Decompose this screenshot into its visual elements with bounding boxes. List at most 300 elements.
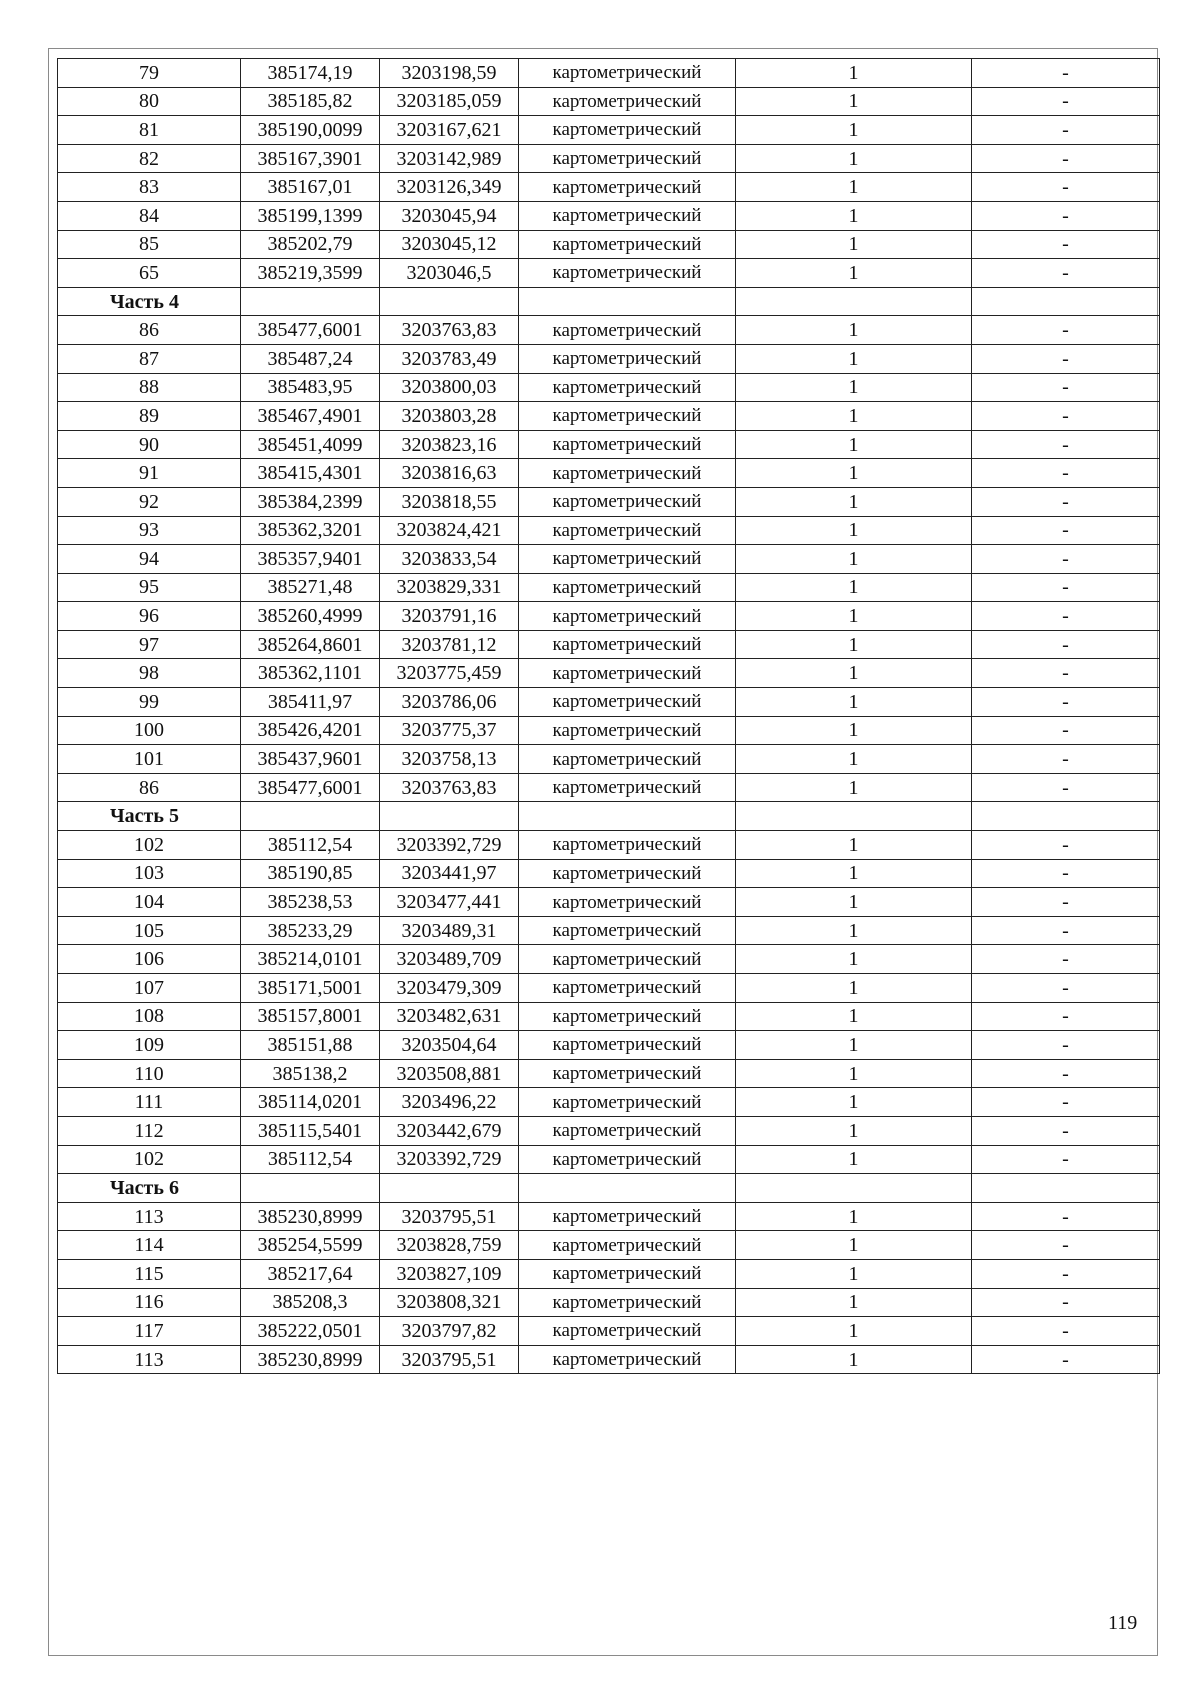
point-number-cell: 116 [58, 1288, 241, 1317]
table-row [58, 430, 1160, 459]
coordinate-y-cell: 3203496,22 [380, 1088, 519, 1117]
coordinate-x-cell: 385199,1399 [241, 201, 380, 230]
method-cell: картометрический [519, 59, 736, 88]
note-cell: - [972, 545, 1160, 574]
coordinate-x-cell: 385167,3901 [241, 144, 380, 173]
method-cell: картометрический [519, 888, 736, 917]
note-cell: - [972, 316, 1160, 345]
table-row [58, 344, 1160, 373]
note-cell: - [972, 487, 1160, 516]
point-number-cell: 99 [58, 688, 241, 717]
coordinate-y-cell: 3203823,16 [380, 430, 519, 459]
coordinate-y-cell: 3203758,13 [380, 745, 519, 774]
table-row [58, 945, 1160, 974]
point-number-cell: 109 [58, 1031, 241, 1060]
point-number-cell: 96 [58, 602, 241, 631]
point-number-cell: 80 [58, 87, 241, 116]
table-row [58, 1002, 1160, 1031]
coordinate-y-cell: 3203126,349 [380, 173, 519, 202]
coordinate-y-cell: 3203489,31 [380, 916, 519, 945]
coordinate-y-cell: 3203775,37 [380, 716, 519, 745]
point-number-cell: 101 [58, 745, 241, 774]
note-cell: - [972, 459, 1160, 488]
coordinate-y-cell: 3203479,309 [380, 974, 519, 1003]
method-cell: картометрический [519, 659, 736, 688]
coordinate-y-cell: 3203045,94 [380, 201, 519, 230]
note-cell: - [972, 144, 1160, 173]
method-cell: картометрический [519, 1231, 736, 1260]
table-row [58, 1231, 1160, 1260]
table-row [58, 201, 1160, 230]
coordinate-y-cell: 3203800,03 [380, 373, 519, 402]
coordinate-x-cell: 385171,5001 [241, 974, 380, 1003]
note-cell: - [972, 59, 1160, 88]
accuracy-cell: 1 [736, 430, 972, 459]
method-cell: картометрический [519, 602, 736, 631]
point-number-cell: 114 [58, 1231, 241, 1260]
empty-cell [241, 802, 380, 831]
table-row [58, 59, 1160, 88]
table-row [58, 1345, 1160, 1374]
coordinate-y-cell: 3203185,059 [380, 87, 519, 116]
point-number-cell: 84 [58, 201, 241, 230]
point-number-cell: 105 [58, 916, 241, 945]
coordinate-x-cell: 385114,0201 [241, 1088, 380, 1117]
accuracy-cell: 1 [736, 173, 972, 202]
method-cell: картометрический [519, 173, 736, 202]
accuracy-cell: 1 [736, 716, 972, 745]
coordinate-y-cell: 3203786,06 [380, 688, 519, 717]
note-cell: - [972, 402, 1160, 431]
coordinate-y-cell: 3203781,12 [380, 630, 519, 659]
coordinate-x-cell: 385219,3599 [241, 259, 380, 288]
point-number-cell: 92 [58, 487, 241, 516]
coordinate-x-cell: 385115,5401 [241, 1116, 380, 1145]
table-row [58, 630, 1160, 659]
accuracy-cell: 1 [736, 745, 972, 774]
note-cell: - [972, 716, 1160, 745]
note-cell: - [972, 173, 1160, 202]
coordinate-y-cell: 3203833,54 [380, 545, 519, 574]
accuracy-cell: 1 [736, 545, 972, 574]
note-cell: - [972, 916, 1160, 945]
point-number-cell: 98 [58, 659, 241, 688]
coordinate-x-cell: 385467,4901 [241, 402, 380, 431]
empty-cell [519, 287, 736, 316]
coordinate-y-cell: 3203392,729 [380, 831, 519, 860]
note-cell: - [972, 1288, 1160, 1317]
coordinate-x-cell: 385202,79 [241, 230, 380, 259]
coordinate-x-cell: 385415,4301 [241, 459, 380, 488]
table-row [58, 1031, 1160, 1060]
empty-cell [736, 802, 972, 831]
method-cell: картометрический [519, 230, 736, 259]
accuracy-cell: 1 [736, 688, 972, 717]
coordinate-y-cell: 3203045,12 [380, 230, 519, 259]
accuracy-cell: 1 [736, 402, 972, 431]
coordinate-x-cell: 385477,6001 [241, 773, 380, 802]
part-label: Часть 4 [58, 287, 241, 316]
note-cell: - [972, 888, 1160, 917]
empty-cell [519, 1174, 736, 1203]
note-cell: - [972, 859, 1160, 888]
method-cell: картометрический [519, 316, 736, 345]
note-cell: - [972, 373, 1160, 402]
accuracy-cell: 1 [736, 573, 972, 602]
method-cell: картометрический [519, 688, 736, 717]
accuracy-cell: 1 [736, 144, 972, 173]
point-number-cell: 65 [58, 259, 241, 288]
part-label: Часть 6 [58, 1174, 241, 1203]
table-row [58, 1145, 1160, 1174]
point-number-cell: 111 [58, 1088, 241, 1117]
accuracy-cell: 1 [736, 916, 972, 945]
coordinate-x-cell: 385260,4999 [241, 602, 380, 631]
method-cell: картометрический [519, 916, 736, 945]
table-row [58, 1088, 1160, 1117]
method-cell: картометрический [519, 1345, 736, 1374]
table-row [58, 259, 1160, 288]
note-cell: - [972, 1202, 1160, 1231]
coordinate-x-cell: 385271,48 [241, 573, 380, 602]
accuracy-cell: 1 [736, 945, 972, 974]
coordinate-y-cell: 3203392,729 [380, 1145, 519, 1174]
coordinate-y-cell: 3203763,83 [380, 773, 519, 802]
coordinate-x-cell: 385477,6001 [241, 316, 380, 345]
coordinate-y-cell: 3203827,109 [380, 1259, 519, 1288]
accuracy-cell: 1 [736, 316, 972, 345]
point-number-cell: 108 [58, 1002, 241, 1031]
point-number-cell: 100 [58, 716, 241, 745]
point-number-cell: 103 [58, 859, 241, 888]
method-cell: картометрический [519, 259, 736, 288]
table-row [58, 688, 1160, 717]
method-cell: картометрический [519, 344, 736, 373]
coordinate-x-cell: 385238,53 [241, 888, 380, 917]
table-row [58, 745, 1160, 774]
coordinate-x-cell: 385190,0099 [241, 116, 380, 145]
table-row [58, 459, 1160, 488]
coordinate-x-cell: 385138,2 [241, 1059, 380, 1088]
coordinate-y-cell: 3203791,16 [380, 602, 519, 631]
coordinate-x-cell: 385214,0101 [241, 945, 380, 974]
coordinate-y-cell: 3203482,631 [380, 1002, 519, 1031]
accuracy-cell: 1 [736, 59, 972, 88]
coordinate-x-cell: 385151,88 [241, 1031, 380, 1060]
note-cell: - [972, 688, 1160, 717]
coordinate-x-cell: 385362,3201 [241, 516, 380, 545]
empty-cell [972, 287, 1160, 316]
accuracy-cell: 1 [736, 888, 972, 917]
point-number-cell: 85 [58, 230, 241, 259]
accuracy-cell: 1 [736, 1345, 972, 1374]
table-row [58, 1202, 1160, 1231]
accuracy-cell: 1 [736, 87, 972, 116]
coordinate-x-cell: 385437,9601 [241, 745, 380, 774]
point-number-cell: 86 [58, 316, 241, 345]
coordinate-y-cell: 3203142,989 [380, 144, 519, 173]
accuracy-cell: 1 [736, 230, 972, 259]
accuracy-cell: 1 [736, 630, 972, 659]
coordinate-y-cell: 3203508,881 [380, 1059, 519, 1088]
point-number-cell: 97 [58, 630, 241, 659]
table-row [58, 659, 1160, 688]
coordinates-table [57, 58, 1160, 1374]
coordinate-x-cell: 385384,2399 [241, 487, 380, 516]
point-number-cell: 87 [58, 344, 241, 373]
method-cell: картометрический [519, 1202, 736, 1231]
table-row [58, 116, 1160, 145]
empty-cell [972, 802, 1160, 831]
coordinate-y-cell: 3203828,759 [380, 1231, 519, 1260]
accuracy-cell: 1 [736, 487, 972, 516]
accuracy-cell: 1 [736, 259, 972, 288]
method-cell: картометрический [519, 545, 736, 574]
method-cell: картометрический [519, 1088, 736, 1117]
accuracy-cell: 1 [736, 116, 972, 145]
accuracy-cell: 1 [736, 459, 972, 488]
method-cell: картометрический [519, 945, 736, 974]
coordinate-x-cell: 385190,85 [241, 859, 380, 888]
note-cell: - [972, 1002, 1160, 1031]
coordinate-x-cell: 385112,54 [241, 831, 380, 860]
point-number-cell: 91 [58, 459, 241, 488]
note-cell: - [972, 430, 1160, 459]
coordinate-x-cell: 385222,0501 [241, 1317, 380, 1346]
method-cell: картометрический [519, 1317, 736, 1346]
method-cell: картометрический [519, 1259, 736, 1288]
coordinate-x-cell: 385254,5599 [241, 1231, 380, 1260]
coordinate-y-cell: 3203489,709 [380, 945, 519, 974]
point-number-cell: 86 [58, 773, 241, 802]
point-number-cell: 113 [58, 1345, 241, 1374]
table-row [58, 602, 1160, 631]
accuracy-cell: 1 [736, 1202, 972, 1231]
method-cell: картометрический [519, 859, 736, 888]
coordinate-x-cell: 385411,97 [241, 688, 380, 717]
coordinate-x-cell: 385167,01 [241, 173, 380, 202]
accuracy-cell: 1 [736, 1317, 972, 1346]
method-cell: картометрический [519, 831, 736, 860]
coordinates-table-body [58, 59, 1160, 1374]
note-cell: - [972, 1145, 1160, 1174]
table-row [58, 144, 1160, 173]
note-cell: - [972, 1345, 1160, 1374]
accuracy-cell: 1 [736, 859, 972, 888]
accuracy-cell: 1 [736, 1002, 972, 1031]
note-cell: - [972, 974, 1160, 1003]
table-row [58, 402, 1160, 431]
coordinate-x-cell: 385362,1101 [241, 659, 380, 688]
coordinate-y-cell: 3203046,5 [380, 259, 519, 288]
coordinate-x-cell: 385357,9401 [241, 545, 380, 574]
point-number-cell: 90 [58, 430, 241, 459]
accuracy-cell: 1 [736, 659, 972, 688]
coordinate-y-cell: 3203783,49 [380, 344, 519, 373]
note-cell: - [972, 831, 1160, 860]
method-cell: картометрический [519, 459, 736, 488]
point-number-cell: 113 [58, 1202, 241, 1231]
empty-cell [241, 1174, 380, 1203]
method-cell: картометрический [519, 87, 736, 116]
coordinate-y-cell: 3203797,82 [380, 1317, 519, 1346]
table-row [58, 545, 1160, 574]
empty-cell [972, 1174, 1160, 1203]
empty-cell [380, 1174, 519, 1203]
note-cell: - [972, 1116, 1160, 1145]
method-cell: картометрический [519, 630, 736, 659]
empty-cell [736, 287, 972, 316]
accuracy-cell: 1 [736, 1116, 972, 1145]
coordinate-x-cell: 385451,4099 [241, 430, 380, 459]
note-cell: - [972, 201, 1160, 230]
method-cell: картометрический [519, 745, 736, 774]
point-number-cell: 104 [58, 888, 241, 917]
accuracy-cell: 1 [736, 516, 972, 545]
method-cell: картометрический [519, 573, 736, 602]
method-cell: картометрический [519, 402, 736, 431]
table-row [58, 773, 1160, 802]
note-cell: - [972, 573, 1160, 602]
note-cell: - [972, 230, 1160, 259]
point-number-cell: 112 [58, 1116, 241, 1145]
note-cell: - [972, 1259, 1160, 1288]
method-cell: картометрический [519, 1059, 736, 1088]
note-cell: - [972, 1088, 1160, 1117]
note-cell: - [972, 516, 1160, 545]
table-row [58, 888, 1160, 917]
accuracy-cell: 1 [736, 373, 972, 402]
point-number-cell: 117 [58, 1317, 241, 1346]
table-row [58, 516, 1160, 545]
coordinate-x-cell: 385208,3 [241, 1288, 380, 1317]
method-cell: картометрический [519, 201, 736, 230]
accuracy-cell: 1 [736, 201, 972, 230]
point-number-cell: 110 [58, 1059, 241, 1088]
note-cell: - [972, 945, 1160, 974]
empty-cell [519, 802, 736, 831]
method-cell: картометрический [519, 1031, 736, 1060]
accuracy-cell: 1 [736, 974, 972, 1003]
coordinate-y-cell: 3203795,51 [380, 1202, 519, 1231]
coordinate-y-cell: 3203442,679 [380, 1116, 519, 1145]
point-number-cell: 106 [58, 945, 241, 974]
coordinate-x-cell: 385483,95 [241, 373, 380, 402]
note-cell: - [972, 773, 1160, 802]
note-cell: - [972, 659, 1160, 688]
point-number-cell: 95 [58, 573, 241, 602]
coordinate-y-cell: 3203824,421 [380, 516, 519, 545]
table-row [58, 916, 1160, 945]
table-row [58, 1288, 1160, 1317]
table-row [58, 1116, 1160, 1145]
note-cell: - [972, 1031, 1160, 1060]
empty-cell [736, 1174, 972, 1203]
point-number-cell: 81 [58, 116, 241, 145]
method-cell: картометрический [519, 716, 736, 745]
table-row [58, 859, 1160, 888]
table-row [58, 831, 1160, 860]
note-cell: - [972, 259, 1160, 288]
coordinate-y-cell: 3203477,441 [380, 888, 519, 917]
point-number-cell: 115 [58, 1259, 241, 1288]
method-cell: картометрический [519, 144, 736, 173]
accuracy-cell: 1 [736, 344, 972, 373]
table-row [58, 316, 1160, 345]
table-row [58, 87, 1160, 116]
accuracy-cell: 1 [736, 1145, 972, 1174]
note-cell: - [972, 344, 1160, 373]
method-cell: картометрический [519, 773, 736, 802]
coordinate-x-cell: 385230,8999 [241, 1202, 380, 1231]
coordinate-y-cell: 3203198,59 [380, 59, 519, 88]
table-row [58, 573, 1160, 602]
note-cell: - [972, 116, 1160, 145]
point-number-cell: 89 [58, 402, 241, 431]
part-header-row [58, 1174, 1160, 1203]
coordinate-x-cell: 385174,19 [241, 59, 380, 88]
coordinate-x-cell: 385264,8601 [241, 630, 380, 659]
table-row [58, 1317, 1160, 1346]
accuracy-cell: 1 [736, 1059, 972, 1088]
note-cell: - [972, 630, 1160, 659]
coordinate-y-cell: 3203167,621 [380, 116, 519, 145]
accuracy-cell: 1 [736, 773, 972, 802]
point-number-cell: 107 [58, 974, 241, 1003]
method-cell: картометрический [519, 1288, 736, 1317]
note-cell: - [972, 87, 1160, 116]
coordinate-y-cell: 3203818,55 [380, 487, 519, 516]
accuracy-cell: 1 [736, 1231, 972, 1260]
page-number: 119 [1108, 1612, 1138, 1634]
coordinate-y-cell: 3203441,97 [380, 859, 519, 888]
point-number-cell: 94 [58, 545, 241, 574]
accuracy-cell: 1 [736, 1031, 972, 1060]
coordinate-y-cell: 3203803,28 [380, 402, 519, 431]
coordinate-y-cell: 3203816,63 [380, 459, 519, 488]
coordinate-x-cell: 385217,64 [241, 1259, 380, 1288]
point-number-cell: 93 [58, 516, 241, 545]
coordinate-y-cell: 3203504,64 [380, 1031, 519, 1060]
point-number-cell: 82 [58, 144, 241, 173]
coordinate-y-cell: 3203795,51 [380, 1345, 519, 1374]
empty-cell [241, 287, 380, 316]
method-cell: картометрический [519, 1002, 736, 1031]
accuracy-cell: 1 [736, 831, 972, 860]
coordinate-x-cell: 385112,54 [241, 1145, 380, 1174]
method-cell: картометрический [519, 430, 736, 459]
coordinate-x-cell: 385157,8001 [241, 1002, 380, 1031]
note-cell: - [972, 1231, 1160, 1260]
method-cell: картометрический [519, 116, 736, 145]
table-row [58, 373, 1160, 402]
accuracy-cell: 1 [736, 602, 972, 631]
note-cell: - [972, 1059, 1160, 1088]
point-number-cell: 102 [58, 1145, 241, 1174]
table-row [58, 230, 1160, 259]
coordinate-x-cell: 385233,29 [241, 916, 380, 945]
point-number-cell: 79 [58, 59, 241, 88]
point-number-cell: 88 [58, 373, 241, 402]
empty-cell [380, 287, 519, 316]
coordinate-y-cell: 3203763,83 [380, 316, 519, 345]
table-row [58, 974, 1160, 1003]
part-header-row [58, 287, 1160, 316]
method-cell: картометрический [519, 487, 736, 516]
point-number-cell: 83 [58, 173, 241, 202]
coordinate-x-cell: 385426,4201 [241, 716, 380, 745]
part-header-row [58, 802, 1160, 831]
